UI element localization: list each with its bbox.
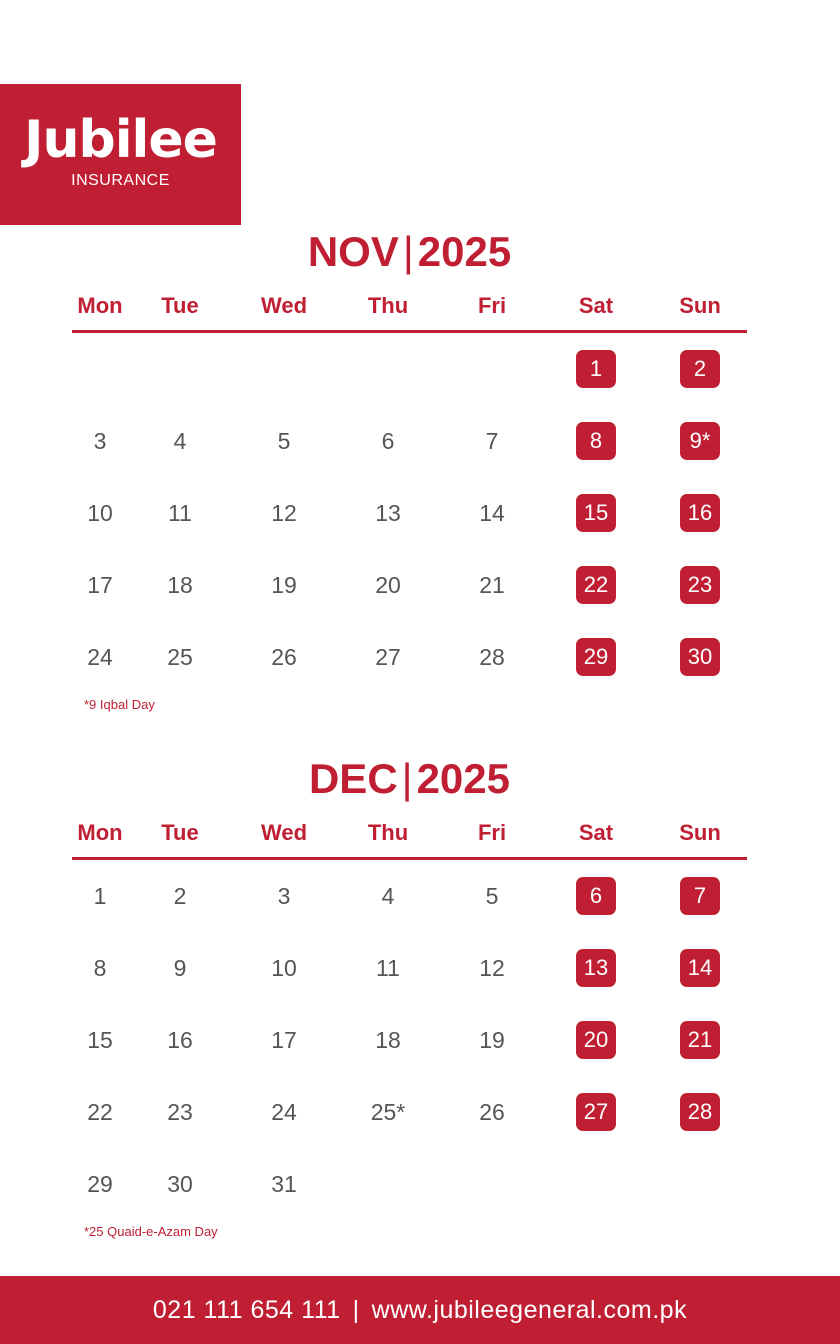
date-cell [128, 955, 232, 982]
date-cell [232, 955, 336, 982]
date-number: 27 [375, 643, 401, 670]
weekday-label: Wed [260, 293, 308, 318]
date-cell [72, 1027, 128, 1054]
date-number: 11 [376, 954, 400, 981]
date-number: 25 [167, 643, 193, 670]
date-number: 20 [576, 1021, 616, 1059]
calendar-month-december [72, 753, 747, 1239]
weekend-date-cell [648, 638, 752, 676]
weekend-date-cell [648, 494, 752, 532]
date-number: 2 [173, 882, 187, 909]
date-number: 23 [167, 1098, 193, 1125]
date-cell [128, 1171, 232, 1198]
date-number: 13 [576, 949, 616, 987]
logo-subtitle: INSURANCE [71, 171, 170, 189]
weekday-label: Thu [367, 293, 409, 318]
holiday-note: *25 Quaid-e-Azam Day [84, 1224, 218, 1239]
month-title [72, 753, 747, 805]
date-cell [232, 1027, 336, 1054]
week-row [72, 477, 747, 549]
date-number: 30 [680, 638, 720, 676]
date-cell [440, 1027, 544, 1054]
month-name: DEC [308, 755, 398, 802]
weekday-label: Sat [578, 293, 614, 318]
weekday-label: Tue [161, 820, 199, 845]
week-row [72, 621, 747, 693]
date-number: 18 [167, 571, 193, 598]
date-number: 1 [576, 350, 616, 388]
date-cell [336, 428, 440, 455]
date-number: 10 [87, 499, 113, 526]
date-cell [336, 883, 440, 910]
date-cell [440, 644, 544, 671]
weekday-header [72, 284, 747, 328]
weekday-label: Wed [260, 820, 308, 845]
date-number: 15 [87, 1026, 113, 1053]
footer-separator: | [352, 1295, 360, 1324]
date-number: 7 [680, 877, 720, 915]
date-number: 26 [271, 643, 297, 670]
date-number: 5 [485, 882, 499, 909]
weekend-date-cell [544, 422, 648, 460]
date-cell [440, 572, 544, 599]
date-cell [232, 883, 336, 910]
weekend-date-cell [544, 638, 648, 676]
weekend-date-cell [648, 949, 752, 987]
holiday-note: *9 Iqbal Day [84, 697, 155, 712]
date-number: 21 [680, 1021, 720, 1059]
date-number: 14 [680, 949, 720, 987]
date-cell [232, 1099, 336, 1126]
week-row [72, 1148, 747, 1220]
weekend-date-cell [648, 877, 752, 915]
date-number: 23 [680, 566, 720, 604]
date-number: 27 [576, 1093, 616, 1131]
date-number: 2 [680, 350, 720, 388]
date-number: 16 [167, 1026, 193, 1053]
date-cell [232, 428, 336, 455]
month-title [72, 226, 747, 278]
weekend-date-cell [544, 1093, 648, 1131]
date-number: 4 [381, 882, 395, 909]
date-number: 16 [680, 494, 720, 532]
date-cell [440, 955, 544, 982]
month-year: 2025 [417, 228, 512, 275]
date-number: 15 [576, 494, 616, 532]
weekend-date-cell [648, 1021, 752, 1059]
date-number: 24 [87, 643, 113, 670]
date-number: 28 [479, 643, 505, 670]
weekend-date-cell [544, 350, 648, 388]
date-cell [336, 1027, 440, 1054]
date-number: 25* [370, 1098, 406, 1125]
date-number: 22 [576, 566, 616, 604]
month-year: 2025 [416, 755, 511, 802]
week-row [72, 549, 747, 621]
weekday-header [72, 811, 747, 855]
date-number: 3 [277, 882, 291, 909]
date-number: 24 [271, 1098, 297, 1125]
date-cell [72, 883, 128, 910]
date-number: 29 [87, 1170, 113, 1197]
date-cell [128, 1027, 232, 1054]
date-number: 28 [680, 1093, 720, 1131]
date-number: 8 [93, 954, 107, 981]
date-cell [336, 572, 440, 599]
weekend-date-cell [544, 877, 648, 915]
date-number: 19 [479, 1026, 505, 1053]
date-number: 9 [173, 954, 187, 981]
week-row [72, 1076, 747, 1148]
date-number: 12 [479, 954, 505, 981]
weekend-date-cell [544, 949, 648, 987]
date-cell [440, 428, 544, 455]
logo-wordmark: Jubilee [24, 109, 217, 170]
footer-bar [0, 1276, 840, 1344]
date-cell [440, 1099, 544, 1126]
date-number: 9* [680, 422, 720, 460]
date-cell [72, 955, 128, 982]
date-number: 4 [173, 427, 187, 454]
date-cell [336, 955, 440, 982]
date-number: 13 [375, 499, 401, 526]
date-cell [128, 1099, 232, 1126]
date-number: 17 [271, 1026, 297, 1053]
date-number: 1 [93, 882, 107, 909]
date-number: 29 [576, 638, 616, 676]
date-cell [336, 500, 440, 527]
date-number: 30 [167, 1170, 193, 1197]
date-number: 21 [479, 571, 505, 598]
week-row [72, 1004, 747, 1076]
date-number: 22 [87, 1098, 113, 1125]
weekday-label: Sun [679, 820, 721, 845]
date-cell [128, 883, 232, 910]
date-number: 7 [485, 427, 499, 454]
date-cell [72, 500, 128, 527]
weekend-date-cell [648, 566, 752, 604]
weekend-date-cell [544, 494, 648, 532]
weekday-label: Fri [477, 820, 507, 845]
weekday-label: Thu [367, 820, 409, 845]
footer-phone: 021 111 654 111 [152, 1295, 341, 1324]
weekday-label: Tue [161, 293, 199, 318]
date-number: 11 [168, 499, 192, 526]
calendar-month-november [72, 226, 747, 712]
date-number: 10 [271, 954, 297, 981]
date-cell [232, 1171, 336, 1198]
weekday-label: Mon [77, 820, 123, 845]
date-number: 18 [375, 1026, 401, 1053]
date-cell [336, 644, 440, 671]
date-cell [72, 1171, 128, 1198]
date-cell [128, 572, 232, 599]
date-cell [128, 500, 232, 527]
date-number: 26 [479, 1098, 505, 1125]
jubilee-logo [0, 84, 241, 225]
date-number: 20 [375, 571, 401, 598]
date-cell [336, 1099, 440, 1126]
date-cell [440, 500, 544, 527]
weekend-date-cell [544, 566, 648, 604]
date-cell [72, 1099, 128, 1126]
date-cell [128, 644, 232, 671]
week-row [72, 333, 747, 405]
date-number: 5 [277, 427, 291, 454]
date-cell [232, 500, 336, 527]
date-number: 31 [271, 1170, 297, 1197]
weekday-label: Sat [578, 820, 614, 845]
title-divider: | [402, 228, 414, 275]
weekday-label: Mon [77, 293, 123, 318]
date-number: 12 [271, 499, 297, 526]
week-row [72, 405, 747, 477]
date-cell [72, 644, 128, 671]
weekday-label: Sun [679, 293, 721, 318]
date-number: 19 [271, 571, 297, 598]
date-number: 6 [381, 427, 395, 454]
date-cell [232, 572, 336, 599]
date-number: 8 [576, 422, 616, 460]
date-number: 17 [87, 571, 113, 598]
date-cell [440, 883, 544, 910]
title-divider: | [401, 755, 413, 802]
week-row [72, 932, 747, 1004]
date-cell [72, 572, 128, 599]
date-cell [232, 644, 336, 671]
date-number: 3 [93, 427, 107, 454]
date-cell [72, 428, 128, 455]
weekend-date-cell [648, 1093, 752, 1131]
weekday-label: Fri [477, 293, 507, 318]
weekend-date-cell [544, 1021, 648, 1059]
weekend-date-cell [648, 422, 752, 460]
date-number: 14 [479, 499, 505, 526]
week-row [72, 860, 747, 932]
date-cell [128, 428, 232, 455]
date-number: 6 [576, 877, 616, 915]
weekend-date-cell [648, 350, 752, 388]
footer-website: www.jubileegeneral.com.pk [371, 1295, 688, 1324]
month-name: NOV [307, 228, 399, 275]
